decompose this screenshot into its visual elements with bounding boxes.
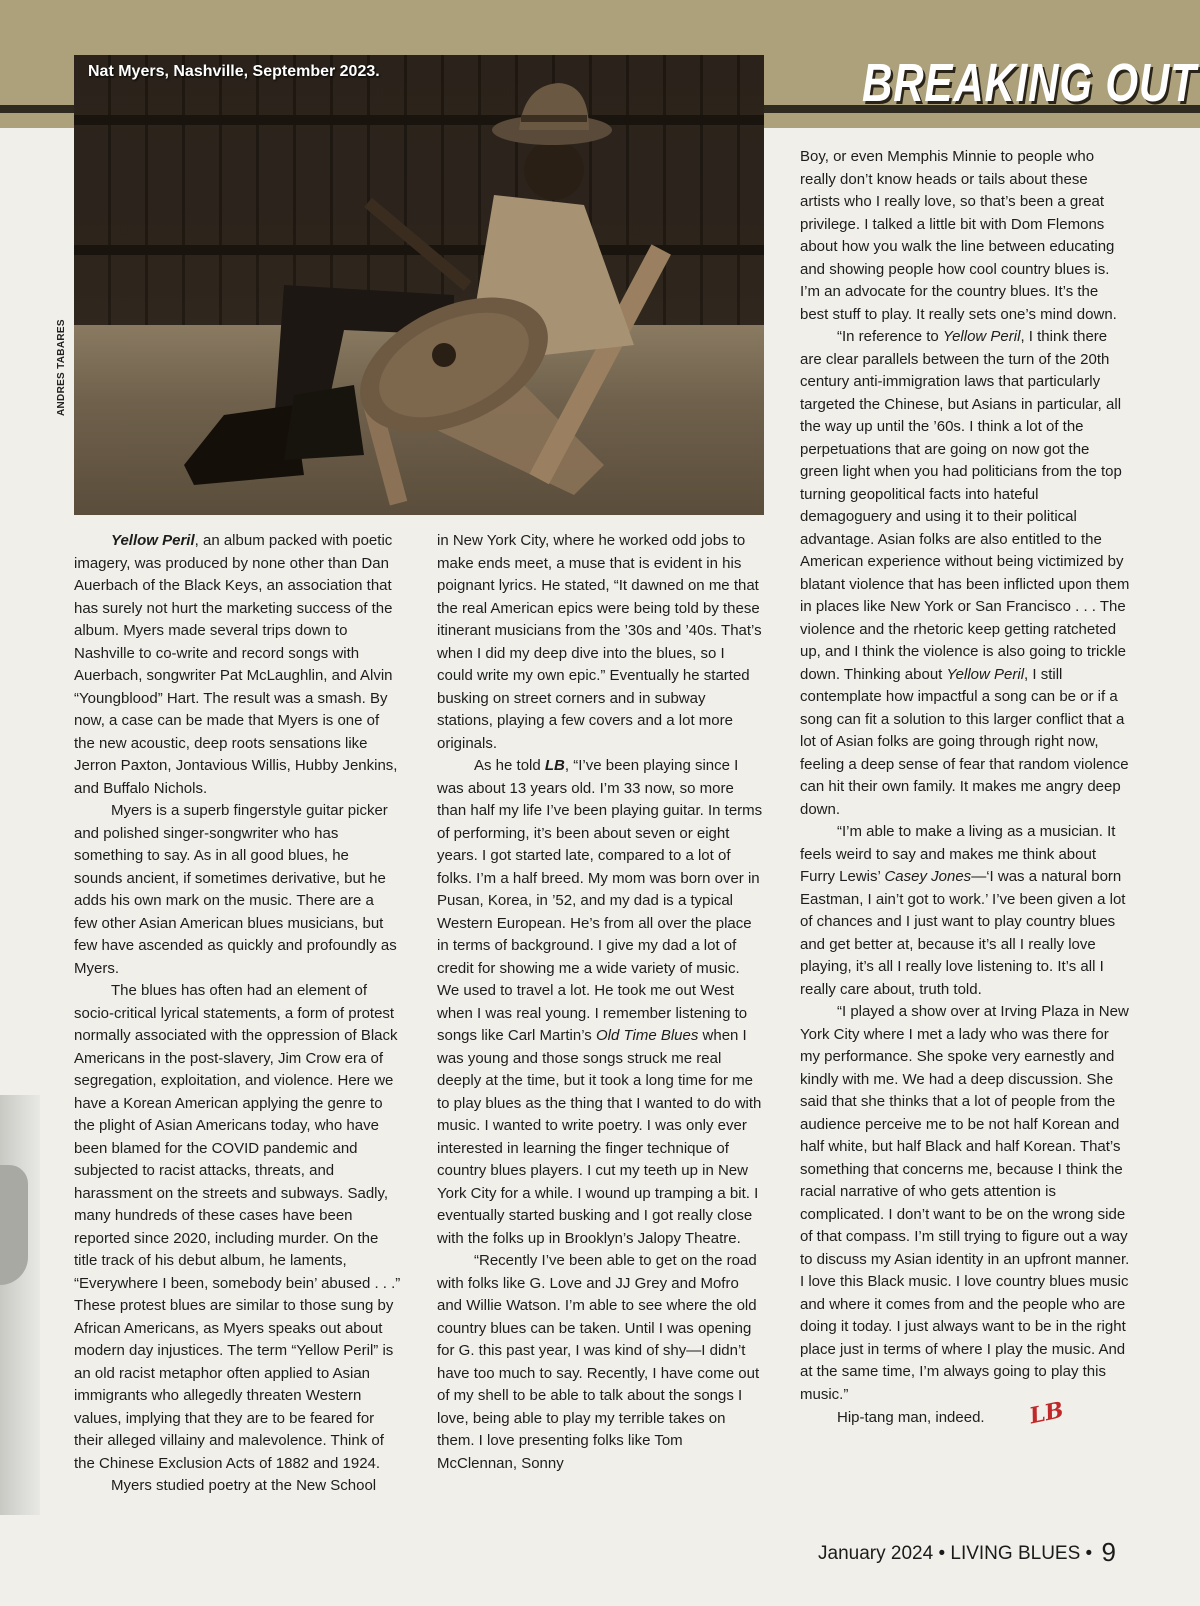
article-paragraph (437, 755, 764, 1250)
album-title: Yellow Peril (111, 532, 195, 549)
page-number: 9 (1101, 1537, 1116, 1567)
paragraph-text: “In reference to (837, 328, 943, 345)
article-paragraph: The blues has often had an element of socio-critical lyrical statements, a form of protest normally associated with the oppression of Black Americans in the post-slavery, Jim Crow era of segregation, exploitation, and violence. Here we have a Korean American applying the genre to the plight of Asian Americans today, who have been blamed for the COVID pandemic and subjected to racist attacks, threats, and harassment on the streets and subways. Sadly, many hundreds of these cases have been reported since 2020, including murder. On the title track of his debut album, he laments, “Everywhere I been, somebody bein’ abused . . .” These protest blues are similar to those sung by African Americans, as Myers speaks out about modern day injustices. The term “Yellow Peril” is an old racist metaphor often applied to Asian immigrants who allegedly threaten Western values, implying that they are to be feared for their alleged villainy and malevolence. Think of the Chinese Exclusion Acts of 1882 and 1924. (74, 982, 401, 1472)
paragraph-text: —‘I was a natural born Eastman, I ain’t got to work.’ I’ve been given a lot of chances and I just want to play country blues and get better at, because it’s all I really love playing, it’s all I really love listening to. It’s all I really care about, truth told. (800, 868, 1126, 998)
photo-caption: Nat Myers, Nashville, September 2023. (88, 63, 380, 80)
end-mark-logo: LB (1026, 1396, 1066, 1430)
article-paragraph: in New York City, where he worked odd jobs to make ends meet, a muse that is evident in his poignant lyrics. He stated, “It dawned on me that the real American epics were being told by these itinerant musicians from the ’30s and ’40s. That’s when I did my deep dive into the blues, so I could write my own epic.” Eventually he started busking on street corners and in subway stations, playing a few covers and a lot more originals. (437, 532, 762, 752)
album-title: Yellow Peril (942, 328, 1021, 345)
footer-separator: • (1085, 1543, 1093, 1564)
album-title: Yellow Peril (946, 665, 1025, 683)
article-paragraph: Myers is a superb fingerstyle guitar picker and polished singer-songwriter who has something to say. As in all good blues, he sounds ancient, if sometimes derivative, but he adds his own mark on the music. There are a few other Asian American blues musicians, but few have ascended as quickly and profoundly as Myers. (74, 802, 397, 977)
article-paragraph: Boy, or even Memphis Minnie to people who really don’t know heads or tails about these artists who I really love, so that’s been a great privilege. I talked a little bit with Dom Flemons about how you walk the line between educating and showing people how cool country blues is. I’m an advocate for the country blues. It’s the best stuff to play. It really sets one’s mind down. (800, 148, 1117, 323)
musician-figure (74, 55, 764, 515)
article-column-1 (74, 530, 401, 1498)
paragraph-text: As he told (474, 757, 545, 774)
paragraph-text: , I still contemplate how impactful a song can be or if a song can fit a solution to this larger conflict that a lot of Asian folks are going through right now, feeling a deep sense of fear that random violence can hit their own family. It makes me angry deep down. (800, 665, 1129, 818)
paragraph-text: , an album packed with poetic imagery, was produced by none other than Dan Auerbach of the Black Keys, an association that has surely not hurt the marketing success of the album. Myers made several trips down to Nashville to co-write and record songs with Auerbach, songwriter Pat McLaughlin, and Alvin “Youngblood” Hart. The result was a smash. By now, a case can be made that Myers is one of the new acoustic, deep roots sensations like Jerron Paxton, Jontavious Willis, Hubby Jenkins, and Buffalo Nichols. (74, 532, 398, 797)
paragraph-text: when I was young and those songs struck me real deeply at the time, but it took a long time for me to play blues as the thing that I wanted to do with music. I wanted to write poetry. I was only ever interested in learning the finger technique of country blues players. I cut my teeth up in New York City for a while. I wound up tramping a bit. I eventually started busking and I got really close with the folks up in Brooklyn’s Jalopy Theatre. (437, 1027, 762, 1247)
song-title: Casey Jones (884, 868, 972, 885)
section-title: BREAKING OUT (862, 53, 1197, 113)
article-paragraph (800, 821, 1130, 1001)
article-photo (74, 55, 764, 515)
paragraph-text: , I think there are clear parallels between the turn of the 20th century anti-immigration laws that particularly targeted the Chinese, but Asians in particular, all the way up until the ’60s. I think a lot of the perpetuations that are going on now got the green light when you had politicians from the top turning geopolitical facts into hateful demagoguery and using it to their political advantage. Asian folks are also entitled to the American experience without being victimized by blatant violence that has been inflicted upon them in places like New York or San Francisco . . . The violence and the rhetoric keep getting ratcheted up, and I think the violence is also going to trickle down. Thinking about (800, 328, 1130, 683)
article-column-2 (437, 530, 764, 1475)
article-closing (800, 1396, 1130, 1430)
footer-separator: • (938, 1543, 946, 1564)
article-column-3 (800, 146, 1130, 1430)
article-paragraph: “I played a show over at Irving Plaza in New York City where I met a lady who was there for my performance. She spoke very earnestly and kindly with me. We had a deep discussion. She said that she thinks that a lot of people from the audience perceive me to be not half Korean and half white, but half Black and half Korean. That’s something that concerns me, because I think the racial narrative of who gets attention is complicated. I don’t want to be on the wrong side of that compass. I’m still trying to figure out a way to discuss my Asian identity in an upfront manner. I love this Black music. I love country blues music and where it comes from and the people who are doing it today. I just always want to be in the right place just in terms of where I play the music. And at the same time, I’m always going to play this music.” (800, 1003, 1130, 1403)
article-paragraph: Myers studied poetry at the New School (111, 1477, 377, 1494)
magazine-abbrev: LB (544, 757, 565, 774)
article-paragraph (74, 530, 401, 800)
side-image-shape (0, 1165, 28, 1285)
song-title: Old Time Blues (595, 1027, 699, 1044)
page-footer (818, 1537, 1158, 1571)
article-paragraph: “Recently I’ve been able to get on the road with folks like G. Love and JJ Grey and Mofro and Willie Watson. I’m able to see where the old country blues can be taken. Until I was opening for G. this past year, I was kind of shy—I didn’t have too much to say. Recently, I have come out of my shell to be able to talk about the songs I love, being able to play my terrible takes on them. I love presenting folks like Tom McClennan, Sonny (437, 1252, 760, 1472)
paragraph-text: “I’m able to make a living as a musician. It feels weird to say and makes me think about Furry Lewis’ (800, 823, 1116, 885)
photo-credit: ANDRES TABARES (56, 319, 67, 416)
paragraph-text: , “I’ve been playing since I was about 13 years old. I’m 33 now, so more than half my life I’ve been playing guitar. In terms of performing, it’s been about seven or eight years. I got started late, compared to a lot of folks. I’m a half breed. My mom was born over in Pusan, Korea, in ’52, and my dad is a typical Western European. He’s from all over the place in terms of background. I give my dad a lot of credit for showing me a wide variety of music. We used to travel a lot. He took me out West when I was real young. I remember listening to songs like Carl Martin’s (437, 757, 763, 1044)
issue-date: January 2024 (818, 1543, 934, 1564)
article-paragraph (800, 326, 1130, 821)
magazine-name: LIVING BLUES (950, 1543, 1081, 1564)
side-image-fragment (0, 1095, 40, 1515)
paragraph-text: Hip-tang man, indeed. (837, 1409, 985, 1426)
